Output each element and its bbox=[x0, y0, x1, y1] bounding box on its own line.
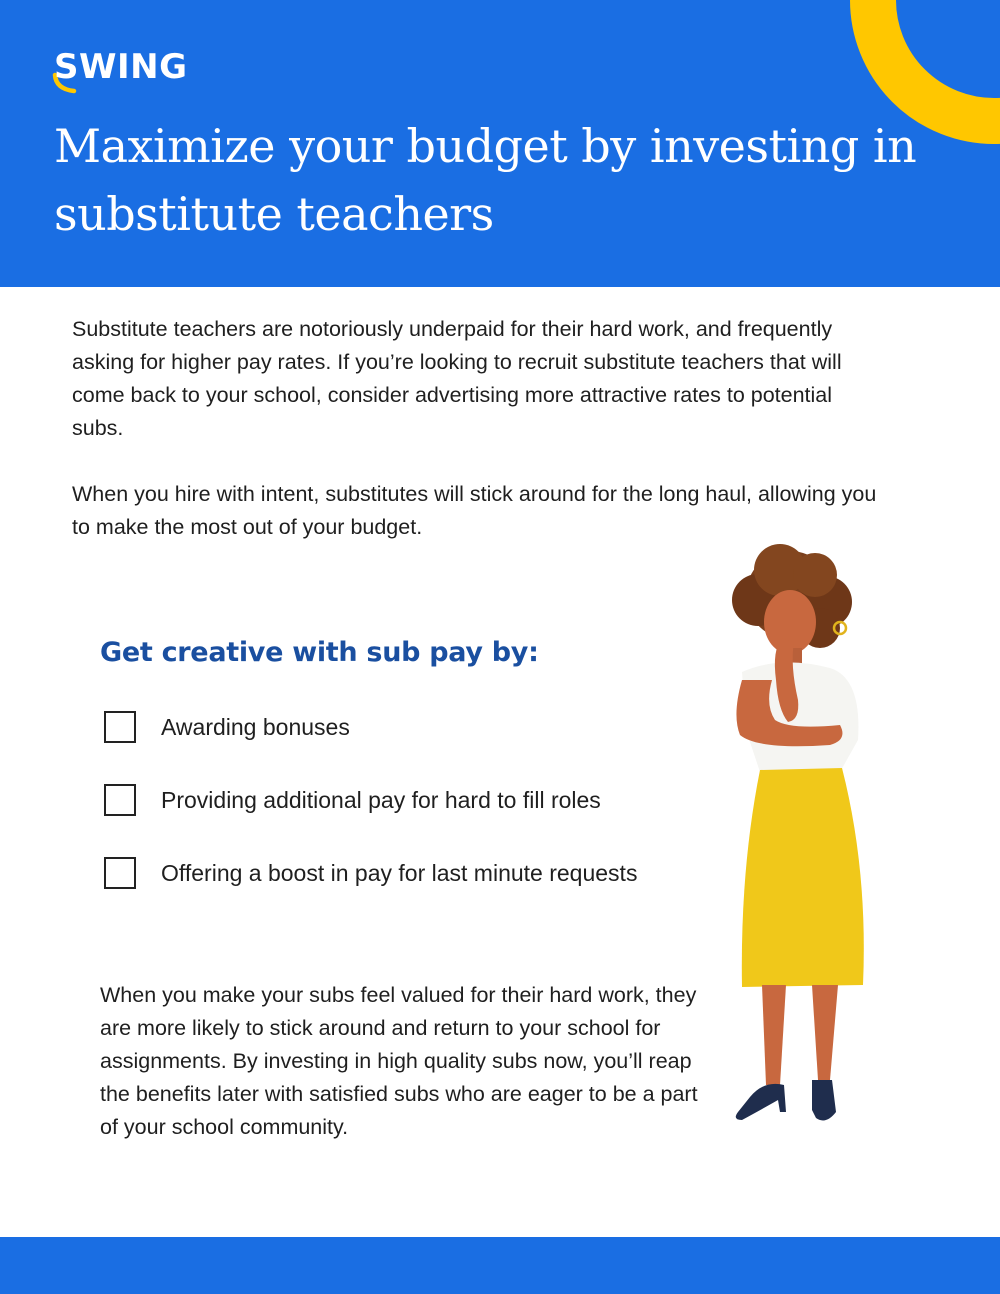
checklist-item-label: Offering a boost in pay for last minute requests bbox=[161, 860, 638, 886]
swing-logo bbox=[54, 40, 188, 94]
checkbox-icon[interactable] bbox=[104, 711, 136, 743]
checkbox-icon[interactable] bbox=[104, 857, 136, 889]
intro-paragraph-1: Substitute teachers are notoriously underpaid for their hard work, and frequently asking for higher pay rates. If you’re looking to recruit substitute teachers that will come back to your school, consider advertising more attractive rates to potential subs. bbox=[72, 317, 842, 440]
checklist bbox=[104, 710, 744, 929]
header-banner bbox=[0, 0, 1000, 287]
intro-paragraph-2: When you hire with intent, substitutes will stick around for the long haul, allowing you to make the most out of your budget. bbox=[72, 482, 877, 539]
checklist-item bbox=[104, 856, 744, 929]
page-title: Maximize your budget by investing in substitute teachers bbox=[54, 119, 917, 241]
footer-bar bbox=[0, 1237, 1000, 1294]
checklist-item bbox=[104, 710, 744, 783]
closing-paragraph: When you make your subs feel valued for their hard work, they are more likely to stick around and return to your school for assignments. By investing in high quality subs now, you’ll reap the benefits later with satisfied subs who are eager to be a part of your school community. bbox=[100, 983, 698, 1139]
checklist-item bbox=[104, 783, 744, 856]
checkbox-icon[interactable] bbox=[104, 784, 136, 816]
intro-section bbox=[72, 313, 882, 544]
logo-wordmark: SWING bbox=[54, 47, 188, 87]
checklist-item-label: Awarding bonuses bbox=[161, 714, 350, 740]
thinking-woman-illustration-icon bbox=[680, 540, 890, 1140]
checklist-heading: Get creative with sub pay by: bbox=[100, 637, 539, 668]
checklist-item-label: Providing additional pay for hard to fill roles bbox=[161, 787, 601, 813]
